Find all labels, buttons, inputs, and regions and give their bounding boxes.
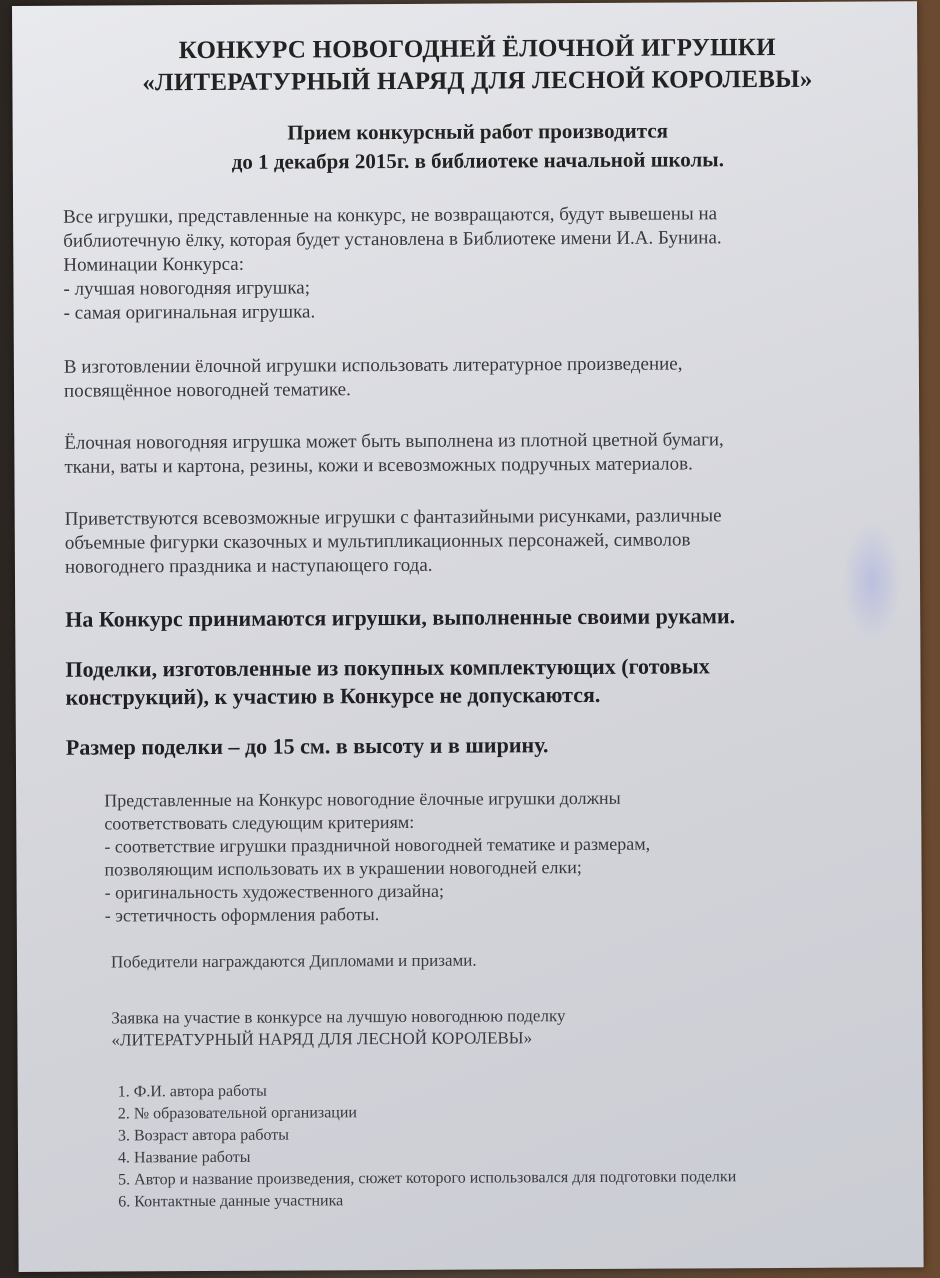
literary-paragraph bbox=[64, 351, 894, 403]
list-item: 4. Название работы bbox=[117, 1148, 251, 1167]
welcome-paragraph bbox=[65, 503, 895, 579]
winners-note: Победители награждаются Дипломами и призами. bbox=[110, 950, 477, 972]
criteria-intro-line-1: Представленные на Конкурс новогодние ёлочные игрушки должны bbox=[104, 787, 621, 811]
list-item: 3. Возраст автора работы bbox=[117, 1126, 290, 1145]
criteria-item-2: - оригинальность художественного дизайна; bbox=[104, 880, 445, 903]
subtitle-line-2: до 1 декабря 2015г. в библиотеке начальной школы. bbox=[231, 147, 724, 174]
materials-paragraph bbox=[64, 427, 894, 479]
nomination-item-1: - лучшая новогодняя игрушка; bbox=[63, 277, 311, 300]
title-line-1: КОНКУРС НОВОГОДНЕЙ ЁЛОЧНОЙ ИГРУШКИ bbox=[178, 34, 776, 65]
intro-line-1: Все игрушки, представленные на конкурс, не возвращаются, будут вывешены на bbox=[63, 203, 718, 228]
application-heading-line-2: «ЛИТЕРАТУРНЫЙ НАРЯД ДЛЯ ЛЕСНОЙ КОРОЛЕВЫ» bbox=[111, 1028, 533, 1050]
notice-content bbox=[62, 31, 898, 1213]
list-item: 6. Контактные данные участника bbox=[118, 1192, 344, 1211]
list-item: 2. № образовательной организации bbox=[117, 1104, 358, 1123]
title-line-2: «ЛИТЕРАТУРНЫЙ НАРЯД ДЛЯ ЛЕСНОЙ КОРОЛЕВЫ» bbox=[142, 65, 813, 97]
literary-line-2: посвящённое новогодней тематике. bbox=[63, 379, 351, 402]
size-rule: Размер поделки – до 15 см. в высоту и в ширину. bbox=[65, 732, 549, 760]
purchased-line-1: Поделки, изготовленные из покупных комплектующих (готовых bbox=[65, 653, 710, 682]
criteria-item-1-line-1: - соответствие игрушки праздничной новогодней тематике и размерам, bbox=[104, 833, 651, 857]
application-heading bbox=[111, 1003, 897, 1051]
contest-title bbox=[62, 31, 892, 99]
intro-paragraph bbox=[63, 201, 894, 325]
materials-line-1: Ёлочная новогодняя игрушка может быть выполнена из плотной цветной бумаги, bbox=[64, 429, 724, 454]
criteria-paragraph bbox=[104, 785, 897, 927]
materials-line-2: ткани, ваты и картона, резины, кожи и всевозможных подручных материалов. bbox=[64, 453, 693, 478]
purchased-rule bbox=[65, 651, 895, 711]
intro-line-2: библиотечную ёлку, которая будет установлена в Библиотеке имени И.А. Бунина. bbox=[63, 227, 722, 252]
criteria-item-3: - эстетичность оформления работы. bbox=[104, 904, 380, 926]
welcome-line-3: новогоднего праздника и наступающего года. bbox=[64, 554, 433, 578]
purchased-line-2: конструкций), к участию в Конкурсе не допускаются. bbox=[65, 681, 601, 710]
criteria-item-1-line-2: позволяющим использовать их в украшении новогодней елки; bbox=[104, 857, 582, 880]
nominations-heading: Номинации Конкурса: bbox=[63, 253, 245, 276]
handmade-rule: На Конкурс принимаются игрушки, выполненные своими руками. bbox=[65, 603, 736, 632]
notice-sheet bbox=[12, 1, 924, 1272]
application-heading-line-1: Заявка на участие в конкурсе на лучшую новогоднюю поделку bbox=[111, 1006, 566, 1028]
submission-deadline bbox=[63, 115, 893, 177]
criteria-intro-line-2: соответствовать следующим критериям: bbox=[104, 811, 415, 834]
welcome-line-1: Приветствуются всевозможные игрушки с фантазийными рисунками, различные bbox=[64, 505, 722, 530]
literary-line-1: В изготовлении ёлочной игрушки использовать литературное произведение, bbox=[63, 353, 683, 378]
list-item: 5. Автор и название произведения, сюжет которого использовался для подготовки поделки bbox=[118, 1168, 737, 1189]
welcome-line-2: объемные фигурки сказочных и мультипликационных персонажей, символов bbox=[64, 529, 691, 554]
application-fields-list bbox=[118, 1077, 899, 1213]
list-item: 1. Ф.И. автора работы bbox=[117, 1082, 267, 1101]
nomination-item-2: - самая оригинальная игрушка. bbox=[63, 301, 316, 324]
subtitle-line-1: Прием конкурсный работ производится bbox=[287, 118, 669, 145]
